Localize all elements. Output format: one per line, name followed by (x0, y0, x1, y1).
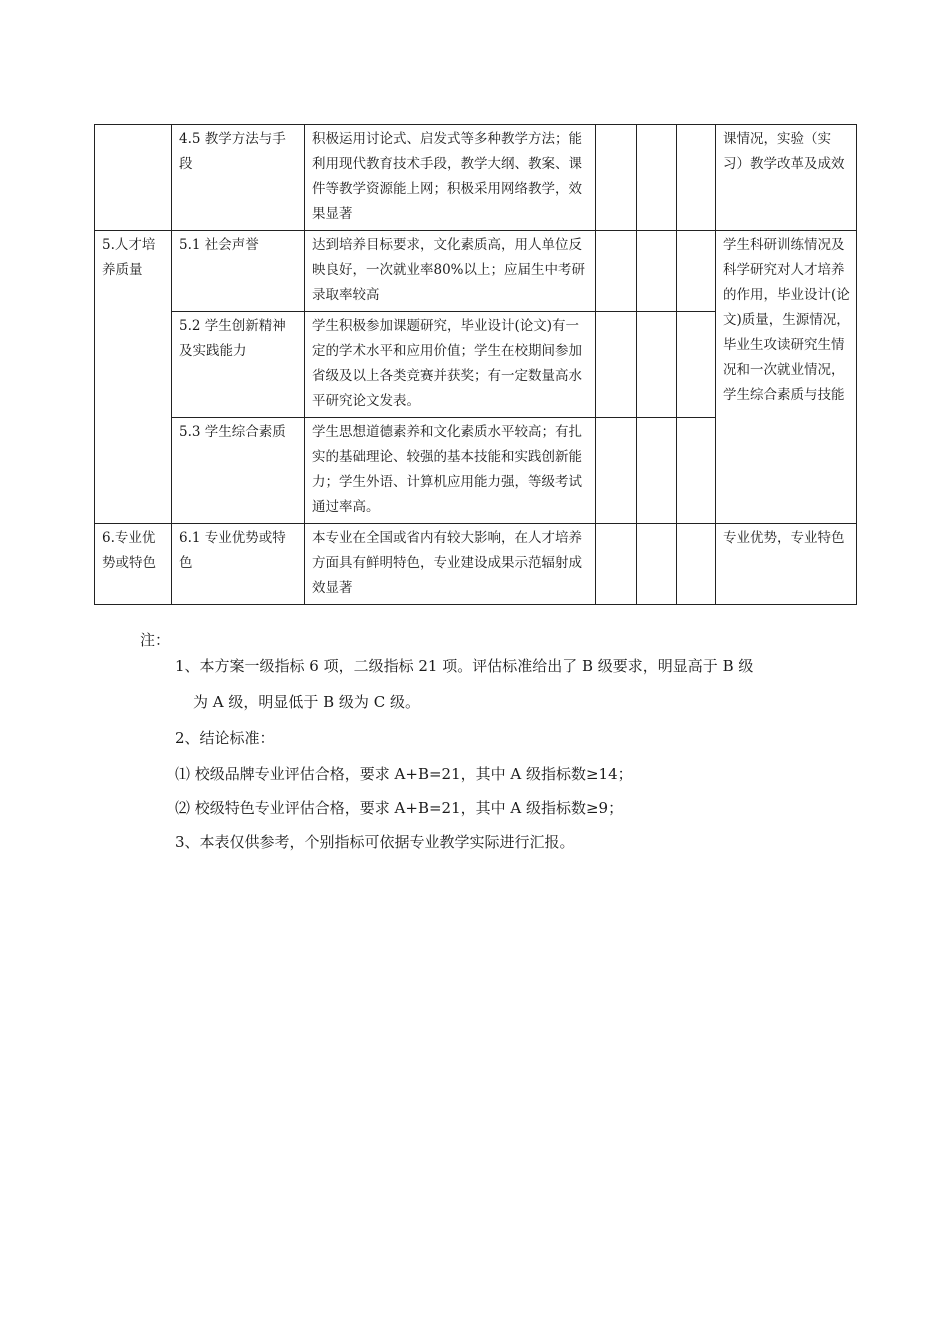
grade-a-cell (596, 125, 637, 231)
evidence-cell: 课情况，实验（实习）教学改革及成效 (716, 125, 857, 231)
grade-b-cell (637, 231, 677, 312)
grade-b-cell (637, 312, 677, 418)
note-item-2: 2、结论标准： (175, 729, 275, 747)
table-row (95, 524, 857, 605)
table-row (95, 231, 857, 312)
evidence-cell: 学生科研训练情况及科学研究对人才培养的作用，毕业设计(论文)质量，生源情况，毕业生攻读研究生情况和一次就业情况，学生综合素质与技能 (716, 231, 857, 524)
level1-cell: 6.专业优势或特色 (95, 524, 172, 605)
grade-b-cell (637, 125, 677, 231)
level2-cell: 5.1 社会声誉 (172, 231, 305, 312)
note-item-2-sub-1: ⑴ 校级品牌专业评估合格，要求 A+B=21，其中 A 级指标数≥14； (175, 765, 633, 783)
level2-cell: 6.1 专业优势或特色 (172, 524, 305, 605)
evidence-cell: 专业优势，专业特色 (716, 524, 857, 605)
level2-cell: 5.2 学生创新精神及实践能力 (172, 312, 305, 418)
standard-cell: 本专业在全国或省内有较大影响，在人才培养方面具有鲜明特色，专业建设成果示范辐射成效显著 (305, 524, 596, 605)
level2-cell: 4.5 教学方法与手段 (172, 125, 305, 231)
grade-a-cell (596, 418, 637, 524)
grade-b-cell (637, 524, 677, 605)
notes-heading: 注： (140, 631, 171, 649)
grade-a-cell (596, 231, 637, 312)
standard-cell: 达到培养目标要求，文化素质高，用人单位反映良好，一次就业率80%以上；应届生中考研录取率较高 (305, 231, 596, 312)
evaluation-table-container (94, 124, 856, 605)
level2-cell: 5.3 学生综合素质 (172, 418, 305, 524)
level1-cell (95, 125, 172, 231)
note-item-1: 1、本方案一级指标 6 项，二级指标 21 项。评估标准给出了 B 级要求，明显高于 B 级 (175, 657, 754, 675)
grade-c-cell (677, 524, 716, 605)
grade-a-cell (596, 524, 637, 605)
grade-c-cell (677, 312, 716, 418)
grade-c-cell (677, 125, 716, 231)
standard-cell: 学生思想道德素养和文化素质水平较高；有扎实的基础理论、较强的基本技能和实践创新能力；学生外语、计算机应用能力强，等级考试通过率高。 (305, 418, 596, 524)
standard-cell: 积极运用讨论式、启发式等多种教学方法；能利用现代教育技术手段，教学大纲、教案、课件等教学资源能上网；积极采用网络教学，效果显著 (305, 125, 596, 231)
note-item-3: 3、本表仅供参考，个别指标可依据专业教学实际进行汇报。 (175, 833, 575, 851)
grade-c-cell (677, 418, 716, 524)
standard-cell: 学生积极参加课题研究，毕业设计(论文)有一定的学术水平和应用价值；学生在校期间参加省级及以上各类竞赛并获奖；有一定数量高水平研究论文发表。 (305, 312, 596, 418)
note-item-2-sub-2: ⑵ 校级特色专业评估合格，要求 A+B=21，其中 A 级指标数≥9； (175, 799, 624, 817)
table-row (95, 125, 857, 231)
note-item-1-continued: 为 A 级，明显低于 B 级为 C 级。 (193, 693, 420, 711)
grade-c-cell (677, 231, 716, 312)
level1-cell: 5.人才培养质量 (95, 231, 172, 524)
grade-a-cell (596, 312, 637, 418)
grade-b-cell (637, 418, 677, 524)
evaluation-table (94, 124, 857, 605)
